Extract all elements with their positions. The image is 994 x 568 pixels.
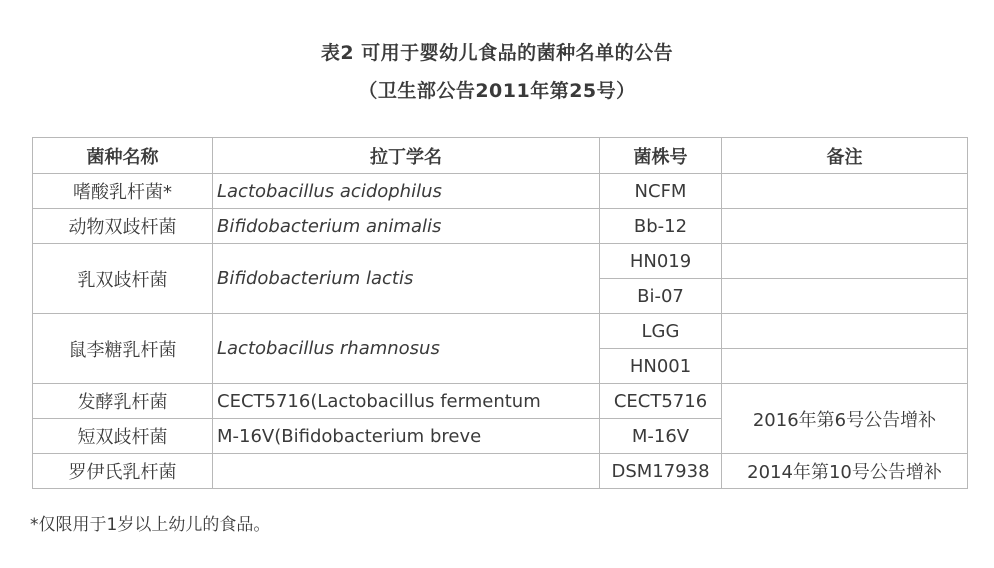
remarks-cell bbox=[722, 174, 968, 209]
header-strain-number: 菌株号 bbox=[600, 138, 722, 174]
species-name-cell: 发酵乳杆菌 bbox=[33, 384, 213, 419]
latin-name-cell: CECT5716(Lactobacillus fermentum bbox=[213, 384, 600, 419]
species-name-cell: 嗜酸乳杆菌* bbox=[33, 174, 213, 209]
strain-number-cell: HN019 bbox=[600, 244, 722, 279]
strain-number-cell: LGG bbox=[600, 314, 722, 349]
remarks-cell bbox=[722, 209, 968, 244]
table-row bbox=[33, 384, 968, 419]
table-subtitle: （卫生部公告2011年第25号） bbox=[358, 80, 636, 102]
remarks-cell bbox=[722, 349, 968, 384]
table-row bbox=[33, 454, 968, 489]
table-title: 表2 可用于婴幼儿食品的菌种名单的公告 bbox=[320, 42, 674, 64]
table-row bbox=[33, 209, 968, 244]
latin-name-cell: Bifidobacterium animalis bbox=[213, 209, 600, 244]
latin-name-cell: M-16V(Bifidobacterium breve bbox=[213, 419, 600, 454]
latin-name-cell: Lactobacillus rhamnosus bbox=[213, 314, 600, 384]
strain-number-cell: DSM17938 bbox=[600, 454, 722, 489]
remarks-cell: 2016年第6号公告增补 bbox=[722, 384, 968, 454]
table-header-row bbox=[33, 138, 968, 174]
latin-name-cell: Lactobacillus acidophilus bbox=[213, 174, 600, 209]
header-remarks: 备注 bbox=[722, 138, 968, 174]
latin-name-cell bbox=[213, 454, 600, 489]
species-name-cell: 罗伊氏乳杆菌 bbox=[33, 454, 213, 489]
strain-number-cell: M-16V bbox=[600, 419, 722, 454]
species-name-cell: 鼠李糖乳杆菌 bbox=[33, 314, 213, 384]
strain-list-table bbox=[32, 137, 968, 489]
table-row bbox=[33, 174, 968, 209]
strain-number-cell: Bi-07 bbox=[600, 279, 722, 314]
species-name-cell: 乳双歧杆菌 bbox=[33, 244, 213, 314]
species-name-cell: 动物双歧杆菌 bbox=[33, 209, 213, 244]
strain-number-cell: NCFM bbox=[600, 174, 722, 209]
header-species-name: 菌种名称 bbox=[33, 138, 213, 174]
strain-number-cell: Bb-12 bbox=[600, 209, 722, 244]
latin-name-cell: Bifidobacterium lactis bbox=[213, 244, 600, 314]
remarks-cell bbox=[722, 279, 968, 314]
header-latin-name: 拉丁学名 bbox=[213, 138, 600, 174]
species-name-cell: 短双歧杆菌 bbox=[33, 419, 213, 454]
remarks-cell bbox=[722, 244, 968, 279]
table-row bbox=[33, 244, 968, 279]
table-row bbox=[33, 314, 968, 349]
remarks-cell bbox=[722, 314, 968, 349]
strain-number-cell: CECT5716 bbox=[600, 384, 722, 419]
strain-number-cell: HN001 bbox=[600, 349, 722, 384]
footnote: *仅限用于1岁以上幼儿的食品。 bbox=[30, 515, 271, 535]
remarks-cell: 2014年第10号公告增补 bbox=[722, 454, 968, 489]
